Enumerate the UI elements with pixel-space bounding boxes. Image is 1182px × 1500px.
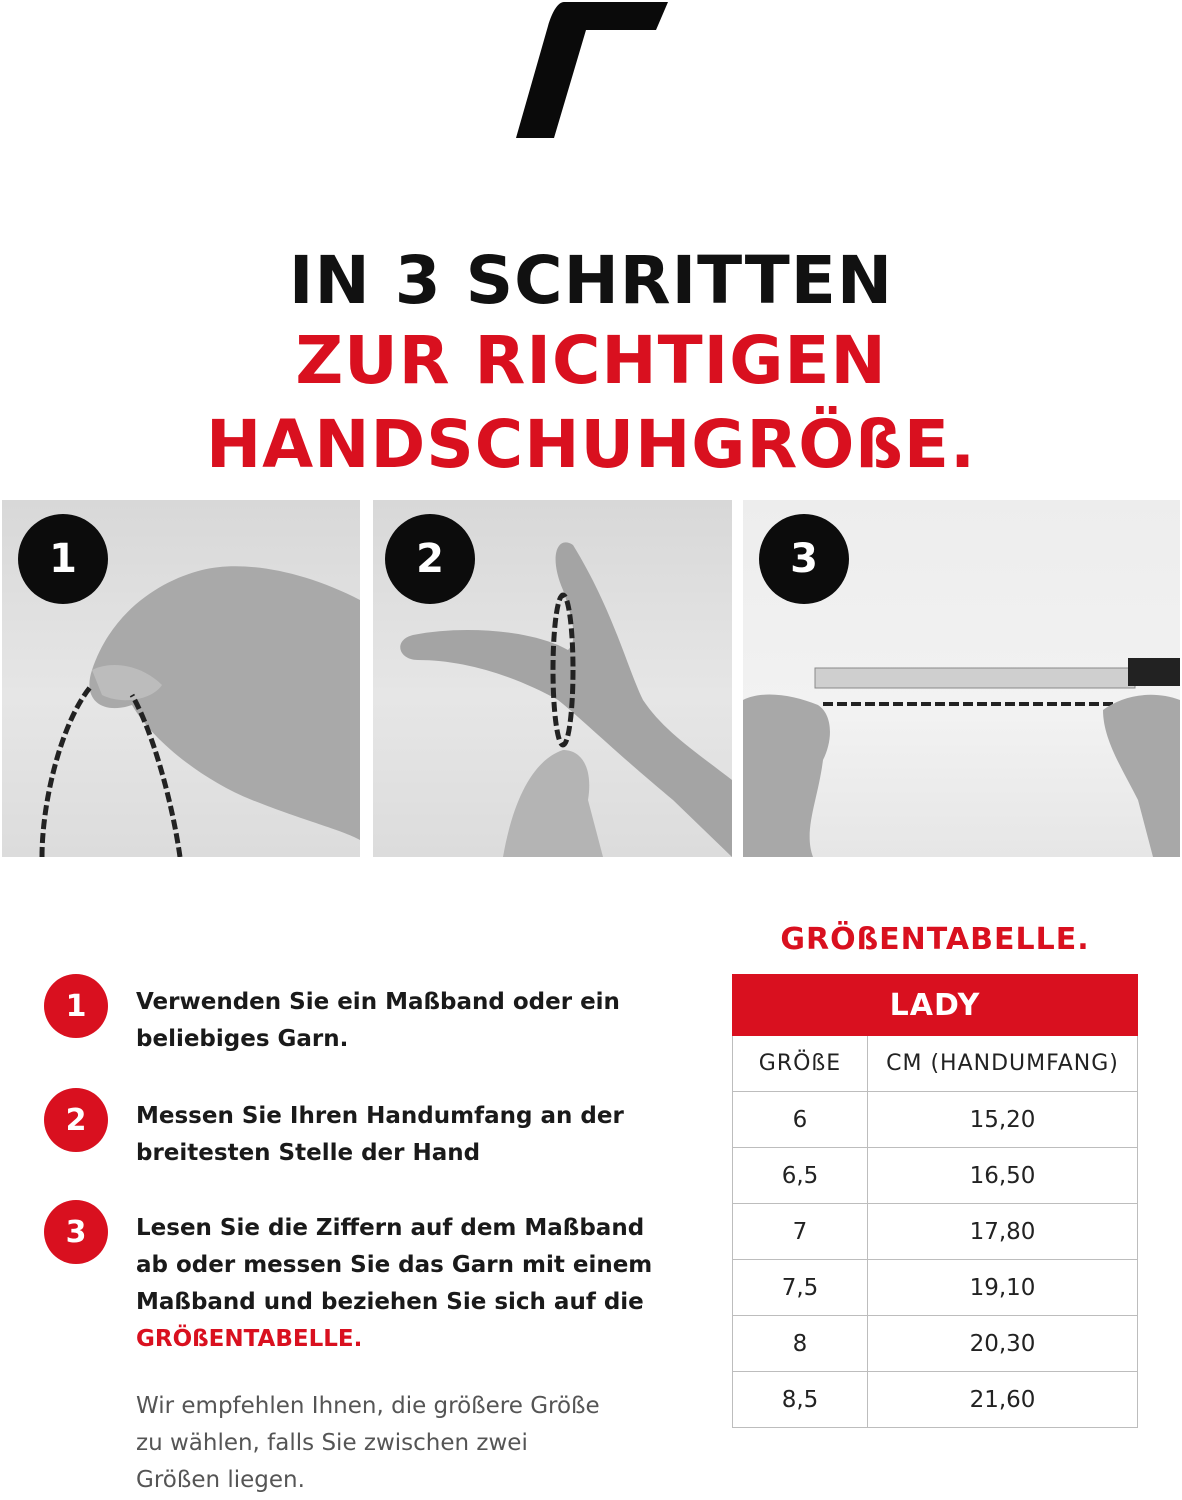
size-table-group-header: LADY (733, 975, 1138, 1036)
size-cell: 8,5 (733, 1372, 868, 1428)
size-cell: 6 (733, 1092, 868, 1148)
headline-line-2: ZUR RICHTIGEN (295, 322, 887, 399)
instruction-2 (44, 1088, 664, 1168)
table-row (733, 1372, 1138, 1428)
size-cell: 7 (733, 1204, 868, 1260)
cm-cell: 15,20 (868, 1092, 1138, 1148)
instruction-2-text: Messen Sie Ihren Handumfang an der breitesten Stelle der Hand (136, 1103, 624, 1166)
step-2-badge: 2 (385, 514, 475, 604)
cm-cell: 16,50 (868, 1148, 1138, 1204)
step-3-badge: 3 (759, 514, 849, 604)
cm-cell: 17,80 (868, 1204, 1138, 1260)
instruction-1-number: 1 (44, 974, 108, 1038)
instruction-3-main-text: Lesen Sie die Ziffern auf dem Maßband ab oder messen Sie das Garn mit einem Maßband und beziehen Sie sich auf die (136, 1215, 653, 1315)
instruction-3-text (136, 1210, 656, 1358)
size-table (732, 974, 1138, 1428)
step-1-photo (2, 500, 360, 857)
column-header-size: GRÖßE (733, 1036, 868, 1092)
cm-cell: 19,10 (868, 1260, 1138, 1316)
size-cell: 6,5 (733, 1148, 868, 1204)
size-cell: 8 (733, 1316, 868, 1372)
table-row (733, 1260, 1138, 1316)
instruction-2-number: 2 (44, 1088, 108, 1152)
cm-cell: 20,30 (868, 1316, 1138, 1372)
instruction-3-number: 3 (44, 1200, 108, 1264)
cm-cell: 21,60 (868, 1372, 1138, 1428)
recommendation-note: Wir empfehlen Ihnen, die größere Größe zu wählen, falls Sie zwischen zwei Größen liegen. (136, 1393, 600, 1493)
instruction-3 (44, 1200, 664, 1360)
step-3-photo (743, 500, 1180, 857)
step-1-badge: 1 (18, 514, 108, 604)
size-cell: 7,5 (733, 1260, 868, 1316)
headline-line-1: IN 3 SCHRITTEN (288, 242, 894, 319)
step-2-photo (373, 500, 732, 857)
table-row (733, 1204, 1138, 1260)
table-row (733, 1092, 1138, 1148)
reusch-r-logo-icon (512, 2, 668, 138)
column-header-hand-circumference: CM (HANDUMFANG) (868, 1036, 1138, 1092)
instruction-1-text: Verwenden Sie ein Maßband oder ein beliebiges Garn. (136, 989, 620, 1052)
size-table-title: GRÖßENTABELLE. (780, 922, 1090, 957)
instruction-3-table-reference: GRÖßENTABELLE. (136, 1326, 363, 1352)
table-row (733, 1148, 1138, 1204)
headline-line-3: HANDSCHUHGRÖßE. (205, 406, 977, 483)
table-row (733, 1316, 1138, 1372)
instruction-1 (44, 974, 664, 1054)
